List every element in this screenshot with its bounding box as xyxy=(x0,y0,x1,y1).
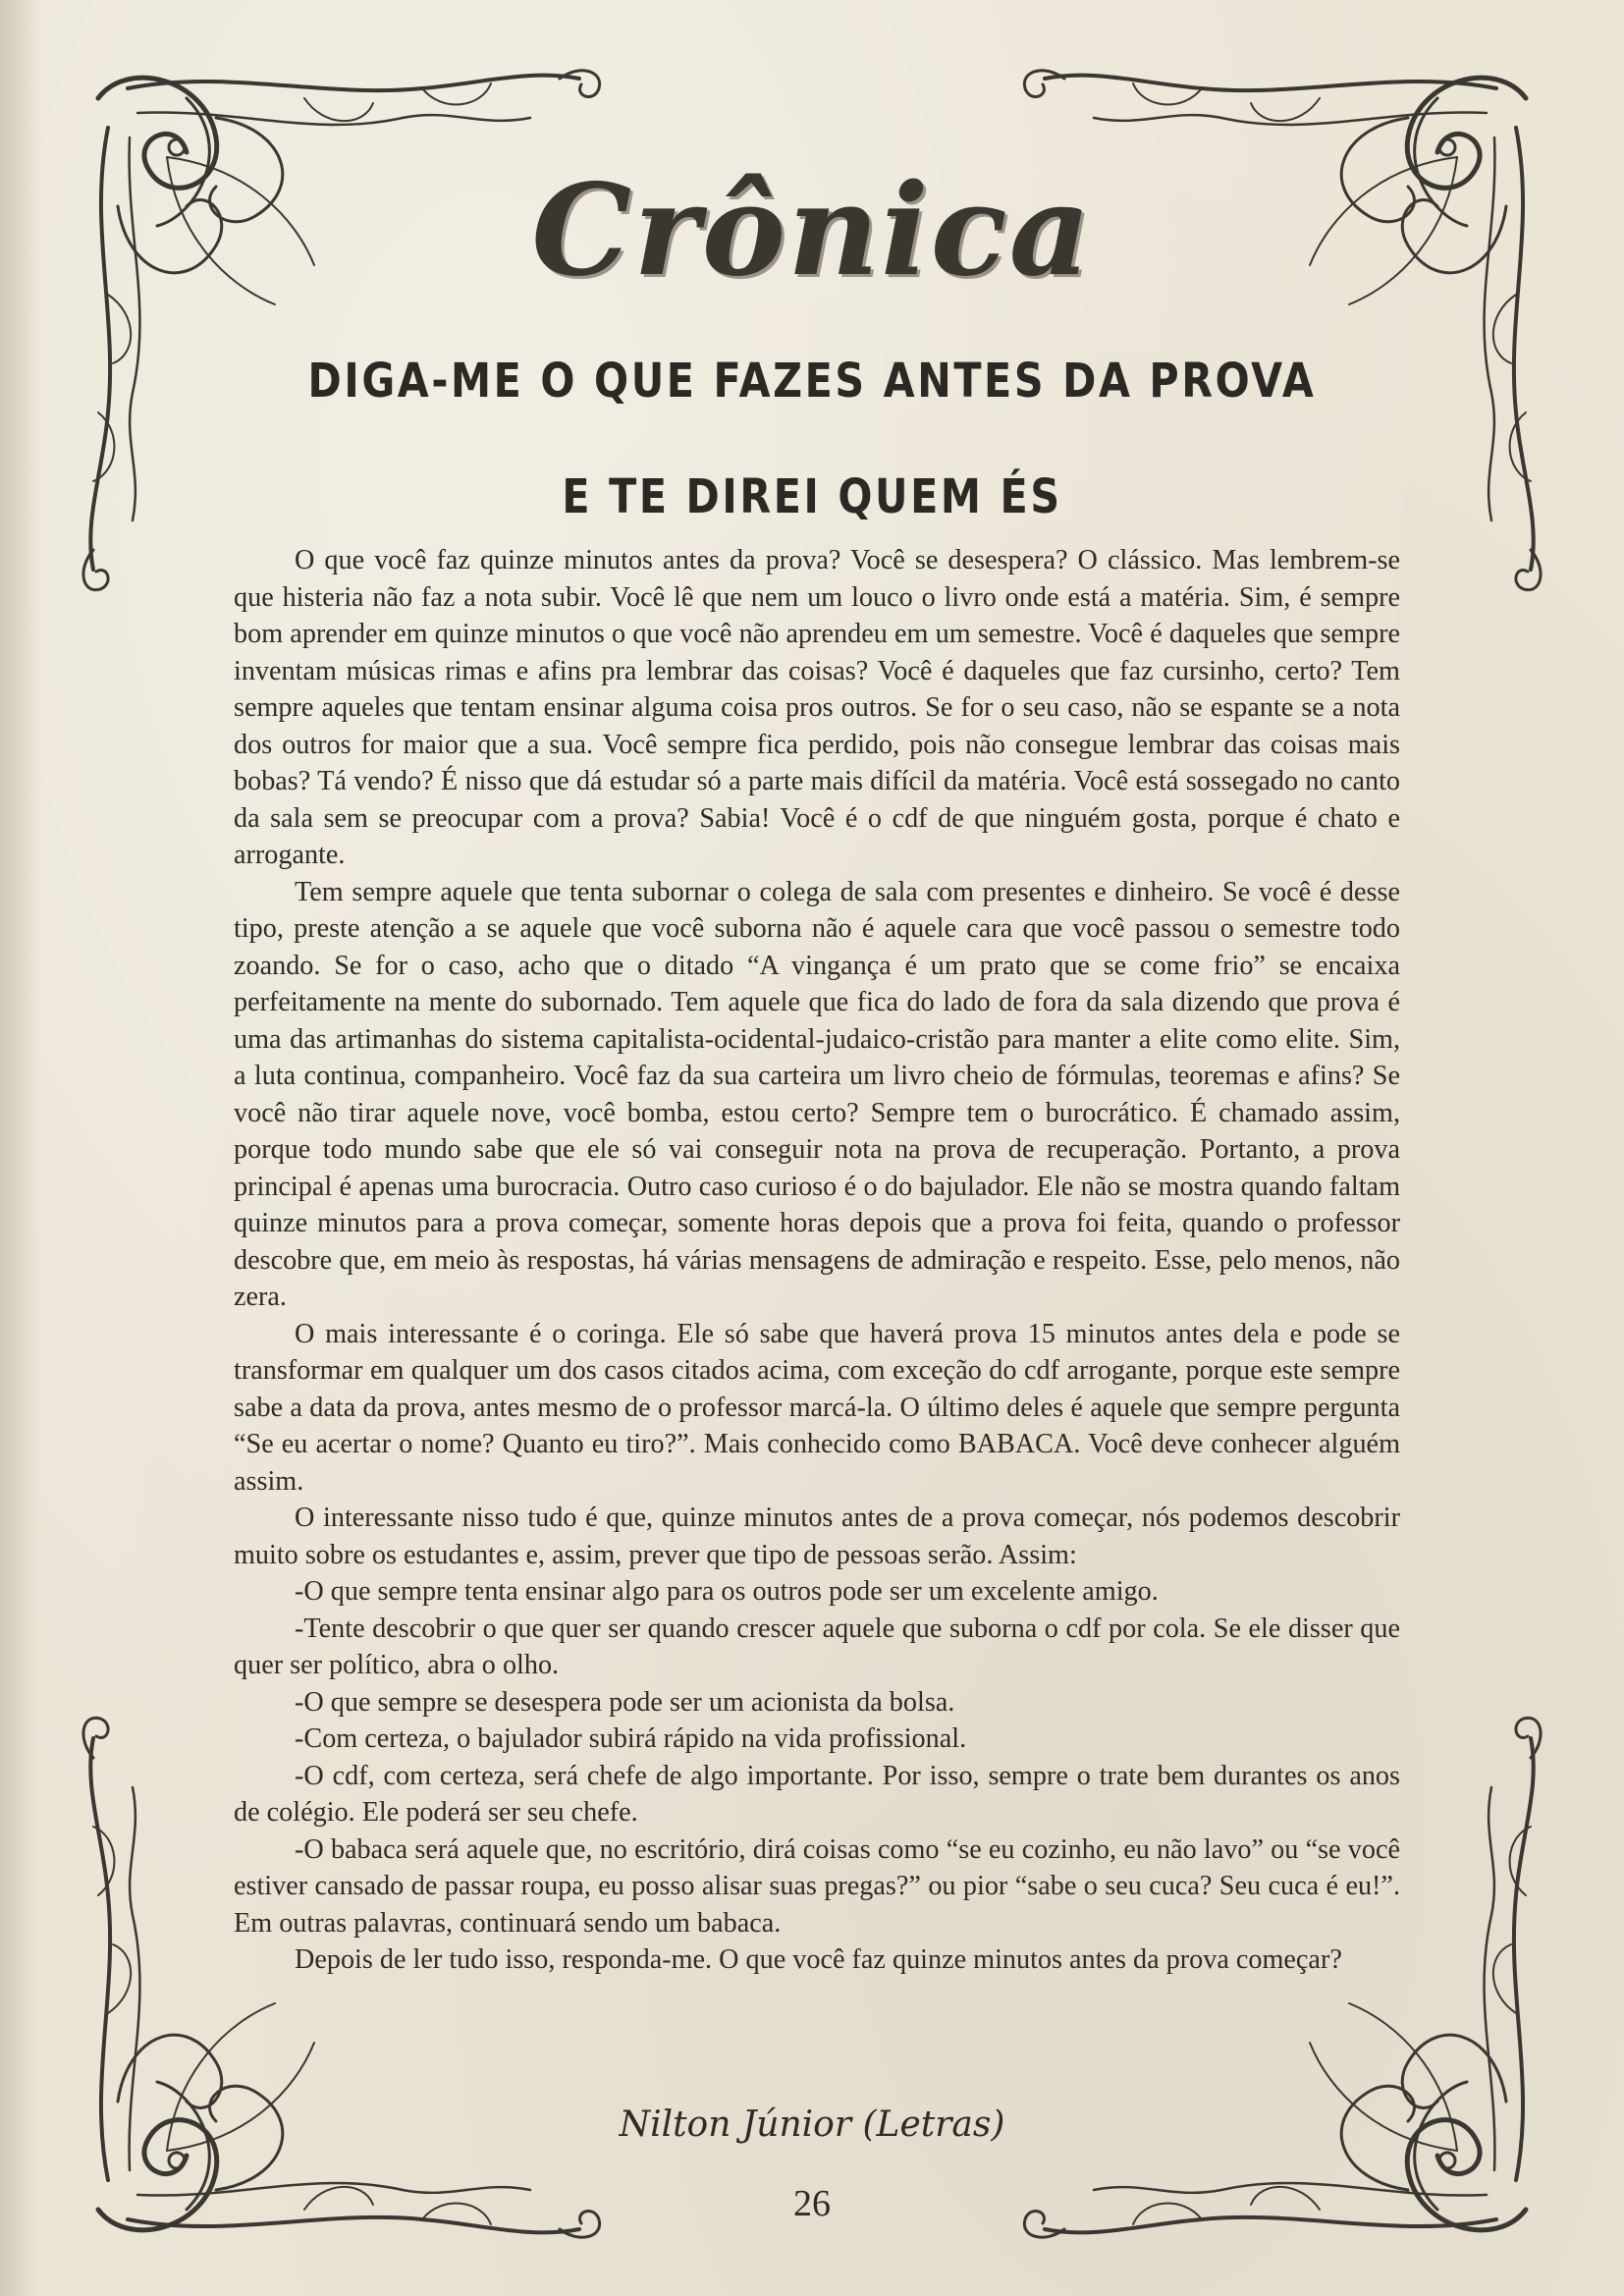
headline-line-2: E TE DIREI QUEM ÉS xyxy=(562,469,1062,524)
list-item: -O cdf, com certeza, será chefe de algo importante. Por isso, sempre o trate bem durantes os anos de colégio. Ele poderá ser seu chefe. xyxy=(234,1760,1400,1828)
section-title: Crônica xyxy=(531,157,1093,304)
paragraph: O interessante nisso tudo é que, quinze minutos antes de a prova começar, nós podemos descobrir muito sobre os estudantes e, assim, prever que tipo de pessoas serão. Assim: xyxy=(234,1503,1400,1570)
paragraph: Tem sempre aquele que tenta subornar o colega de sala com presentes e dinheiro. Se você é desse tipo, preste atenção a se aquele que você suborna não é aquele cara que você passou o semestre todo zoando. Se for o caso, acho que o ditado “A vingança é um prato que se come frio” se encaixa perfeitamente na mente do subornado. Tem aquele que fica do lado de fora da sala dizendo que prova é uma das artimanhas do sistema capitalista-ocidental-judaico-cristão para manter a elite como elite. Sim, a luta continua, companheiro. Você faz da sua carteira um livro cheio de fórmulas, teoremas e afins? Se você não tirar aquele nove, você bomba, estou certo? Sempre tem o burocrático. É chamado assim, porque todo mundo sabe que ele só vai conseguir nota na prova de recuperação. Portanto, a prova principal é apenas uma burocracia. Outro caso curioso é o do bajulador. Ele não se mostra quando faltam quinze minutos para a prova começar, somente horas depois que a prova foi feita, quando o professor descobre que, em meio às respostas, há várias mensagens de admiração e respeito. Esse, pelo menos, não zera. xyxy=(234,876,1400,1312)
list-item: -O babaca será aquele que, no escritório, dirá coisas como “se eu cozinho, eu não lavo” ou “se você estiver cansado de passar roupa, eu posso alisar suas pregas?” ou pior “sabe o seu cuca? Seu cuca é eu!”. Em outras palavras, continuará sendo um babaca. xyxy=(234,1833,1400,1939)
list-item: -Com certeza, o bajulador subirá rápido na vida profissional. xyxy=(295,1723,967,1754)
headline-line-1: DIGA-ME O QUE FAZES ANTES DA PROVA xyxy=(307,354,1317,409)
list-item: -Tente descobrir o que quer ser quando crescer aquele que suborna o cdf por cola. Se ele disser que quer ser político, abra o olho. xyxy=(234,1613,1400,1680)
article-body xyxy=(234,542,1400,1979)
author-signature: Nilton Júnior (Letras) xyxy=(619,2105,1005,2145)
paragraph: O mais interessante é o coringa. Ele só sabe que haverá prova 15 minutos antes dela e pode se transformar em qualquer um dos casos citados acima, com exceção do cdf arrogante, porque este sempre sabe a data da prova, antes mesmo de o professor marcá-la. O último deles é aquele que sempre pergunta “Se eu acertar o nome? Quanto eu tiro?”. Mais conhecido como BABACA. Você deve conhecer alguém assim. xyxy=(234,1318,1400,1497)
page-number: 26 xyxy=(793,2183,831,2224)
list-item: -O que sempre tenta ensinar algo para os outros pode ser um excelente amigo. xyxy=(295,1576,1159,1607)
paragraph: O que você faz quinze minutos antes da prova? Você se desespera? O clássico. Mas lembrem-se que histeria não faz a nota subir. Você lê que nem um louco o livro onde está a matéria. Sim, é sempre bom aprender em quinze minutos o que você não aprendeu em um semestre. Você é daqueles que sempre inventam músicas rimas e afins pra lembrar das coisas? Você é daqueles que faz cursinho, certo? Tem sempre aqueles que tentam ensinar alguma coisa pros outros. Se for o seu caso, não se espante se a nota dos outros for maior que a sua. Você sempre fica perdido, pois não consegue lembrar das coisas mais bobas? Tá vendo? É nisso que dá estudar só a parte mais difícil da matéria. Você está sossegado no canto da sala sem se preocupar com a prova? Sabia! Você é o cdf de que ninguém gosta, porque é chato e arrogante. xyxy=(234,545,1400,870)
list-item: -O que sempre se desespera pode ser um acionista da bolsa. xyxy=(295,1686,955,1718)
paragraph: Depois de ler tudo isso, responda-me. O que você faz quinze minutos antes da prova começar? xyxy=(295,1944,1342,1975)
